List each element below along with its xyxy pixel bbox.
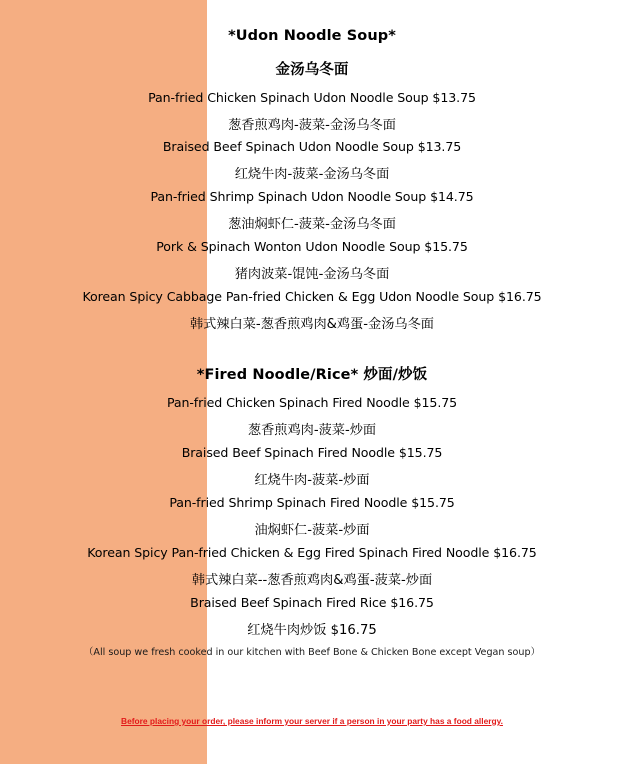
- allergy-notice: Before placing your order, please inform your server if a person in your party has a food allergy.: [121, 716, 503, 726]
- menu-item-name: Pan-fried Shrimp Spinach Udon Noodle Soup $14.75: [150, 189, 474, 204]
- menu-item-name: Korean Spicy Pan-fried Chicken & Egg Fired Spinach Fired Noodle $16.75: [87, 545, 537, 560]
- menu-item-name-chinese: 红烧牛肉炒饭 $16.75: [247, 623, 377, 638]
- udon-section-title: *Udon Noodle Soup*: [228, 28, 396, 44]
- menu-item-name: Braised Beef Spinach Fired Noodle $15.75: [181, 445, 443, 460]
- menu-item-name: Braised Beef Spinach Udon Noodle Soup $13.75: [162, 139, 462, 154]
- udon-section-title-chinese: 金汤乌冬面: [275, 62, 349, 78]
- menu-item-name-chinese: 红烧牛肉-菠菜-金汤乌冬面: [234, 167, 390, 182]
- menu-item-name: Pan-fried Chicken Spinach Fired Noodle $15.75: [166, 395, 458, 410]
- menu-item-name-chinese: 红烧牛肉-菠菜-炒面: [254, 473, 370, 488]
- menu-item-name-chinese: 油焖虾仁-菠菜-炒面: [254, 523, 370, 538]
- menu-item-name: Pan-fried Shrimp Spinach Fired Noodle $15.75: [169, 495, 455, 510]
- fried-section-title: *Fired Noodle/Rice* 炒面/炒饭: [196, 367, 428, 383]
- menu-item-name: Korean Spicy Cabbage Pan-fried Chicken & Egg Udon Noodle Soup $16.75: [82, 289, 542, 304]
- menu-item-name-chinese: 葱香煎鸡肉-菠菜-金汤乌冬面: [228, 118, 396, 133]
- menu-item-name-chinese: 猪肉波菜-馄饨-金汤乌冬面: [234, 267, 390, 282]
- menu-item-name: Pan-fried Chicken Spinach Udon Noodle Soup $13.75: [148, 90, 476, 105]
- menu-item-name-chinese: 葱香煎鸡肉-菠菜-炒面: [247, 423, 377, 438]
- menu-item-name: Pork & Spinach Wonton Udon Noodle Soup $15.75: [156, 239, 468, 254]
- menu-item-name-chinese: 韩式辣白菜--葱香煎鸡肉&鸡蛋-菠菜-炒面: [191, 573, 433, 588]
- menu-item-name-chinese: 葱油焖虾仁-菠菜-金汤乌冬面: [228, 217, 396, 232]
- soup-note: （All soup we fresh cooked in our kitchen with Beef Bone & Chicken Bone except Vegan soup）: [83, 647, 541, 658]
- menu-item-name-chinese: 韩式辣白菜-葱香煎鸡肉&鸡蛋-金汤乌冬面: [190, 317, 434, 332]
- menu-item-name: Braised Beef Spinach Fired Rice $16.75: [190, 595, 434, 610]
